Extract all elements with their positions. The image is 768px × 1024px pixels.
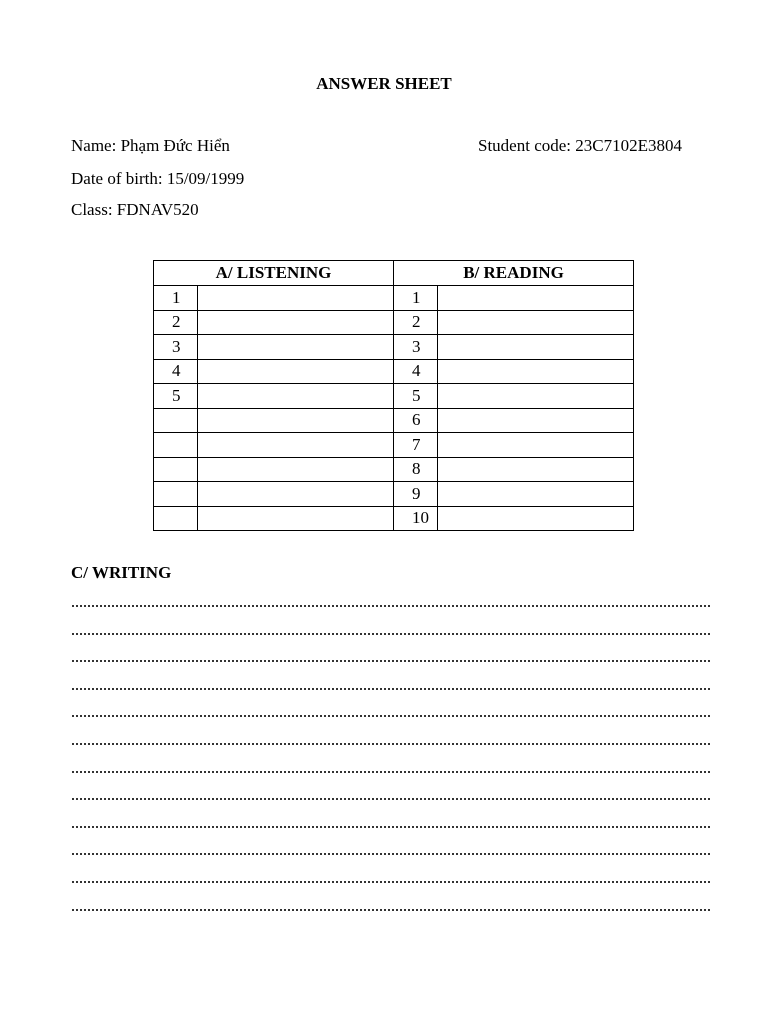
sheet-title: ANSWER SHEET: [316, 74, 452, 93]
listening-number: [154, 433, 198, 458]
answer-table-header-row: [154, 261, 634, 286]
writing-line[interactable]: [72, 660, 710, 662]
reading-answer-cell[interactable]: [438, 286, 634, 311]
table-row: [154, 482, 634, 507]
reading-answer-cell[interactable]: [438, 433, 634, 458]
listening-number: 5: [154, 384, 198, 409]
listening-number: 2: [154, 310, 198, 335]
writing-line[interactable]: [72, 826, 710, 828]
reading-answer-cell[interactable]: [438, 506, 634, 531]
writing-line[interactable]: [72, 853, 710, 855]
table-row: [154, 335, 634, 360]
reading-number: 3: [394, 335, 438, 360]
listening-answer-cell[interactable]: [198, 335, 394, 360]
listening-answer-cell[interactable]: [198, 286, 394, 311]
writing-line[interactable]: [72, 881, 710, 883]
student-name: Name: Phạm Đức Hiển: [71, 136, 230, 155]
listening-number: 1: [154, 286, 198, 311]
table-row: [154, 408, 634, 433]
listening-number: [154, 408, 198, 433]
answer-table: [153, 260, 634, 531]
reading-number: 2: [394, 310, 438, 335]
reading-number: 7: [394, 433, 438, 458]
writing-line[interactable]: [72, 798, 710, 800]
writing-line[interactable]: [72, 715, 710, 717]
student-date-of-birth: Date of birth: 15/09/1999: [71, 169, 245, 188]
writing-line[interactable]: [72, 909, 710, 911]
writing-line[interactable]: [72, 771, 710, 773]
table-row: [154, 286, 634, 311]
reading-number: 5: [394, 384, 438, 409]
reading-number: 8: [394, 457, 438, 482]
table-row: [154, 433, 634, 458]
reading-answer-cell[interactable]: [438, 482, 634, 507]
writing-title: C/ WRITING: [71, 563, 172, 582]
table-row: [154, 359, 634, 384]
writing-line[interactable]: [72, 605, 710, 607]
reading-number: 6: [394, 408, 438, 433]
table-row: [154, 506, 634, 531]
reading-answer-cell[interactable]: [438, 457, 634, 482]
writing-line[interactable]: [72, 633, 710, 635]
reading-header: B/ READING: [394, 261, 634, 286]
listening-number: 3: [154, 335, 198, 360]
listening-number: 4: [154, 359, 198, 384]
listening-answer-cell: [198, 506, 394, 531]
writing-line[interactable]: [72, 688, 710, 690]
listening-answer-cell[interactable]: [198, 310, 394, 335]
table-row: [154, 457, 634, 482]
listening-number: [154, 506, 198, 531]
listening-answer-cell: [198, 408, 394, 433]
reading-number: 10: [394, 506, 438, 531]
reading-answer-cell[interactable]: [438, 335, 634, 360]
reading-answer-cell[interactable]: [438, 408, 634, 433]
listening-number: [154, 457, 198, 482]
listening-answer-cell[interactable]: [198, 384, 394, 409]
reading-number: 4: [394, 359, 438, 384]
answer-table-body: [154, 286, 634, 531]
listening-answer-cell: [198, 433, 394, 458]
reading-answer-cell[interactable]: [438, 310, 634, 335]
student-code: Student code: 23C7102E3804: [478, 136, 682, 155]
listening-answer-cell[interactable]: [198, 359, 394, 384]
writing-line[interactable]: [72, 743, 710, 745]
reading-answer-cell[interactable]: [438, 384, 634, 409]
listening-answer-cell: [198, 457, 394, 482]
student-class: Class: FDNAV520: [71, 200, 199, 219]
listening-header: A/ LISTENING: [154, 261, 394, 286]
reading-number: 9: [394, 482, 438, 507]
listening-answer-cell: [198, 482, 394, 507]
table-row: [154, 310, 634, 335]
reading-number: 1: [394, 286, 438, 311]
reading-answer-cell[interactable]: [438, 359, 634, 384]
listening-number: [154, 482, 198, 507]
table-row: [154, 384, 634, 409]
